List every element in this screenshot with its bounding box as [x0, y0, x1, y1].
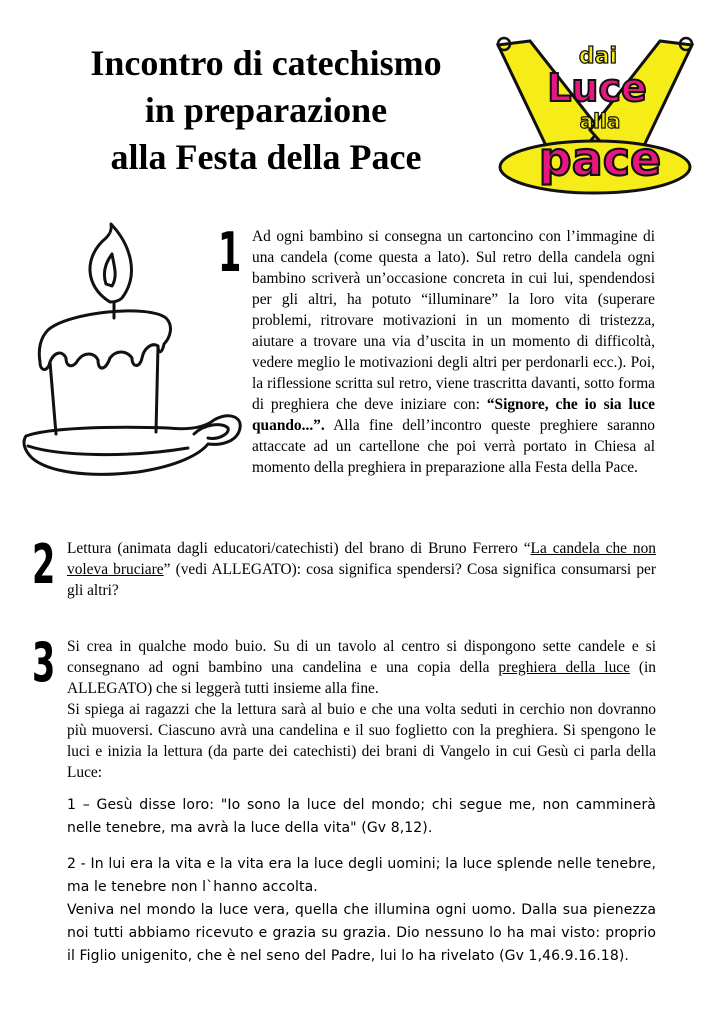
gospel-reading-1: 1 – Gesù disse loro: "Io sono la luce del mondo; chi segue me, non camminerà nelle tenebre, ma avrà la luce della vita" (Gv 8,12).: [67, 797, 656, 836]
page-title: [40, 40, 492, 181]
step-3-text-b: (in ALLEGATO) che si leggerà tutti insieme alla fine.: [67, 659, 656, 697]
gospel-reading-2-a: 2 - In lui era la vita e la vita era la luce degli uomini; la luce splende nelle tenebre, ma le tenebre non l`hanno accolta.: [67, 856, 656, 895]
logo-word-dai: dai: [578, 44, 618, 69]
title-line-2: in preparazione: [144, 90, 388, 130]
step-3-text: [67, 636, 656, 783]
step-1-number: 1: [218, 221, 242, 284]
step-1-prayer-start: “Signore, che io sia luce quando...”.: [252, 396, 655, 434]
step-2-text-a: Lettura (animata dagli educatori/catechisti) del brano di Bruno Ferrero “: [67, 540, 531, 557]
step-1-text-b: Alla fine dell’incontro queste preghiere saranno attaccate ad un cartellone che poi verrà portato in Chiesa al momento della preghiera in preparazione alla Festa della Pace.: [252, 417, 655, 476]
title-line-1: Incontro di catechismo: [90, 43, 442, 83]
step-2-text-b: ” (vedi ALLEGATO): cosa significa spendersi? Cosa significa consumarsi per gli altri?: [67, 561, 656, 599]
logo-word-luce: Luce: [547, 66, 647, 110]
luce-alla-pace-logo: [490, 35, 700, 195]
step-2-number: 2: [32, 533, 56, 596]
step-1-text-a: Ad ogni bambino si consegna un cartoncino con l’immagine di una candela (come questa a lato). Sul retro della candela ogni bambino scriverà un’occasione concreta in cui lui, spendendosi per gli altri, ha potuto “illuminare” la loro vita (superare problemi, ritrovare motivazioni in un momento di tristezza, aiutare a trovare una via d’uscita in un momento di difficoltà, vedere meglio le motivazioni degli altri per perdonarli ecc.). Poi, la riflessione scritta sul retro, viene trascritta davanti, sotto forma di preghiera che deve iniziare con:: [252, 228, 655, 413]
step-1-text: [252, 226, 655, 478]
candle-icon: [18, 222, 248, 484]
step-3-text-c: Si spiega ai ragazzi che la lettura sarà al buio e che una volta seduti in cerchio non dovranno più muoversi. Ciascuno avrà una candelina e il suo foglietto con la preghiera. Si spengono le luci e inizia la lettura (da parte dei catechisti) dei brani di Vangelo in cui Gesù ci parla della Luce:: [67, 701, 656, 781]
step-2-story-link[interactable]: La candela che non voleva bruciare: [67, 540, 656, 578]
step-2-text: [67, 538, 656, 601]
gospel-reading-2: [67, 853, 656, 968]
gospel-reading-2-b: Veniva nel mondo la luce vera, quella che illumina ogni uomo. Dalla sua pienezza noi tutti abbiamo ricevuto e grazia su grazia. Dio nessuno lo ha mai visto: proprio il Figlio unigenito, che è nel seno del Padre, lui lo ha rivelato (Gv 1,46.9.16.18).: [67, 902, 656, 964]
step-3-text-a: Si crea in qualche modo buio. Su di un tavolo al centro si dispongono sette candele e si consegnano ad ogni bambino una candelina e una copia della: [67, 638, 656, 676]
step-3-prayer-link[interactable]: preghiera della luce: [498, 659, 630, 676]
logo-word-alla: alla: [579, 109, 621, 133]
logo-word-pace: pace: [538, 132, 662, 186]
step-3-number: 3: [32, 631, 56, 694]
title-line-3: alla Festa della Pace: [110, 137, 422, 177]
